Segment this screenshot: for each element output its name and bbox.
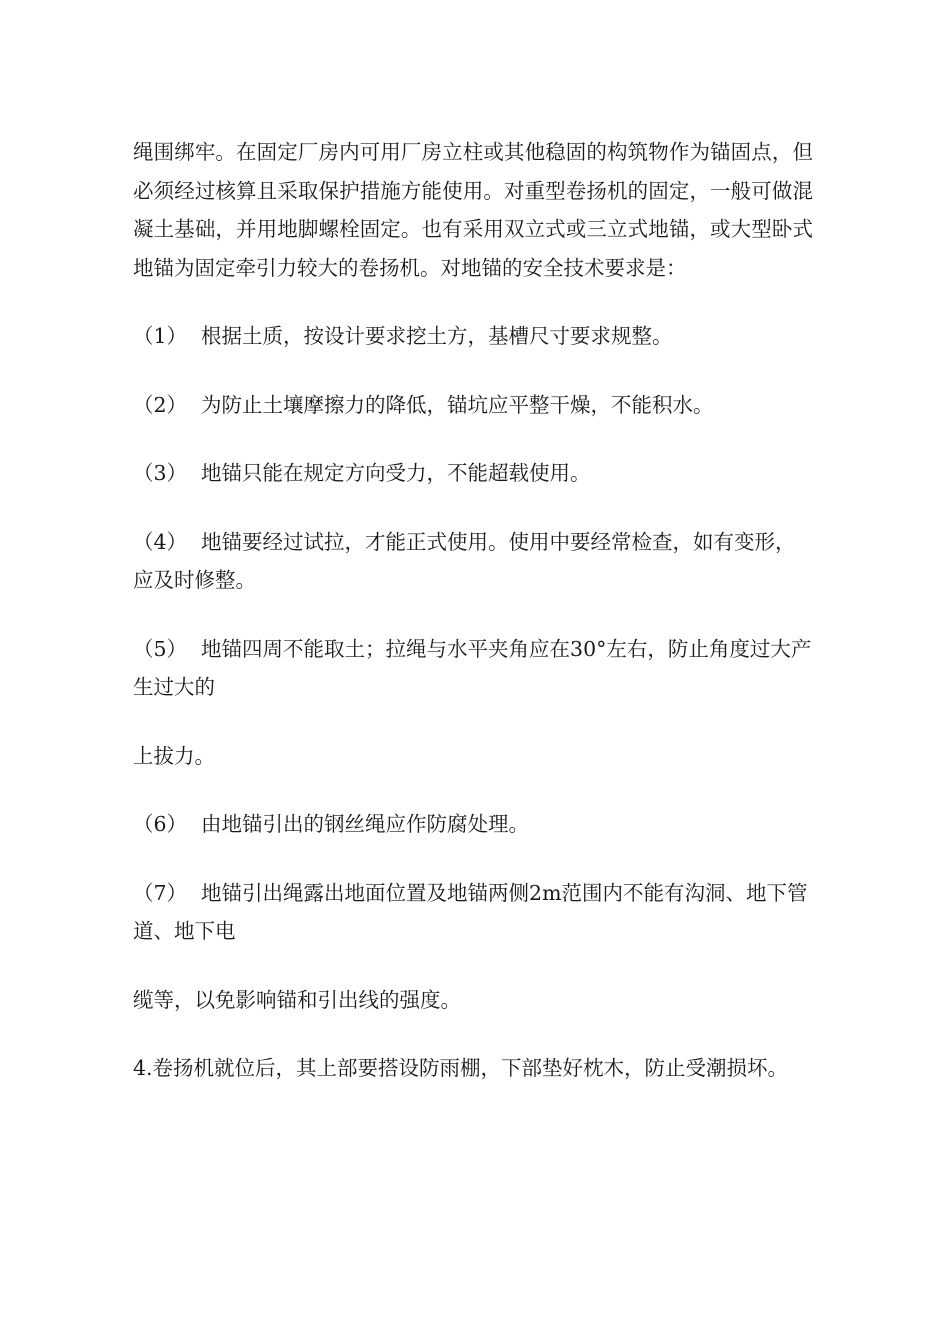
list-item-2: [133, 386, 813, 425]
list-item-4: [133, 523, 813, 600]
item-text: 地锚要经过试拉，才能正式使用。使用中要经常检查，如有变形，应及时修整。: [133, 529, 796, 592]
item-number: （2）: [133, 392, 188, 417]
continuation-paragraph-2: 缆等，以免影响锚和引出线的强度。: [133, 987, 461, 1012]
item-number: （5）: [133, 636, 188, 661]
list-item-7: [133, 874, 813, 951]
list-item-6: [133, 805, 813, 844]
list-item-3: [133, 454, 813, 493]
list-item-5: [133, 630, 813, 707]
item-number: （6）: [133, 812, 188, 836]
intro-paragraph: 绳围绑牢。在固定厂房内可用厂房立柱或其他稳固的构筑物作为锚固点，但必须经过核算且采取保护措施方能使用。对重型卷扬机的固定，一般可做混凝土基础，并用地脚螺栓固定。也有采用双立式或三立式地锚，或大型卧式地锚为固定牵引力较大的卷扬机。对地锚的安全技术要求是：: [133, 140, 813, 280]
item-number: （7）: [133, 880, 188, 905]
item-text: 地锚四周不能取土；拉绳与水平夹角应在30°左右，防止角度过大产生过大的: [133, 636, 812, 699]
item-text: 根据土质，按设计要求挖土方，基槽尺寸要求规整。: [201, 324, 673, 348]
item-number: （4）: [133, 529, 188, 554]
continuation-paragraph-1: 上拔力。: [133, 743, 215, 768]
item-number: （1）: [133, 324, 188, 348]
document-body: [133, 133, 813, 1118]
closing-paragraph: 4.卷扬机就位后，其上部要搭设防雨棚，下部垫好枕木，防止受潮损坏。: [133, 1056, 789, 1080]
list-item-1: [133, 317, 813, 356]
item-text: 地锚只能在规定方向受力，不能超载使用。: [201, 461, 591, 485]
item-text: 为防止土壤摩擦力的降低，锚坑应平整干燥，不能积水。: [201, 392, 714, 417]
item-text: 地锚引出绳露出地面位置及地锚两侧2m范围内不能有沟洞、地下管道、地下电: [133, 880, 808, 943]
item-text: 由地锚引出的钢丝绳应作防腐处理。: [201, 812, 530, 836]
item-number: （3）: [133, 461, 188, 485]
